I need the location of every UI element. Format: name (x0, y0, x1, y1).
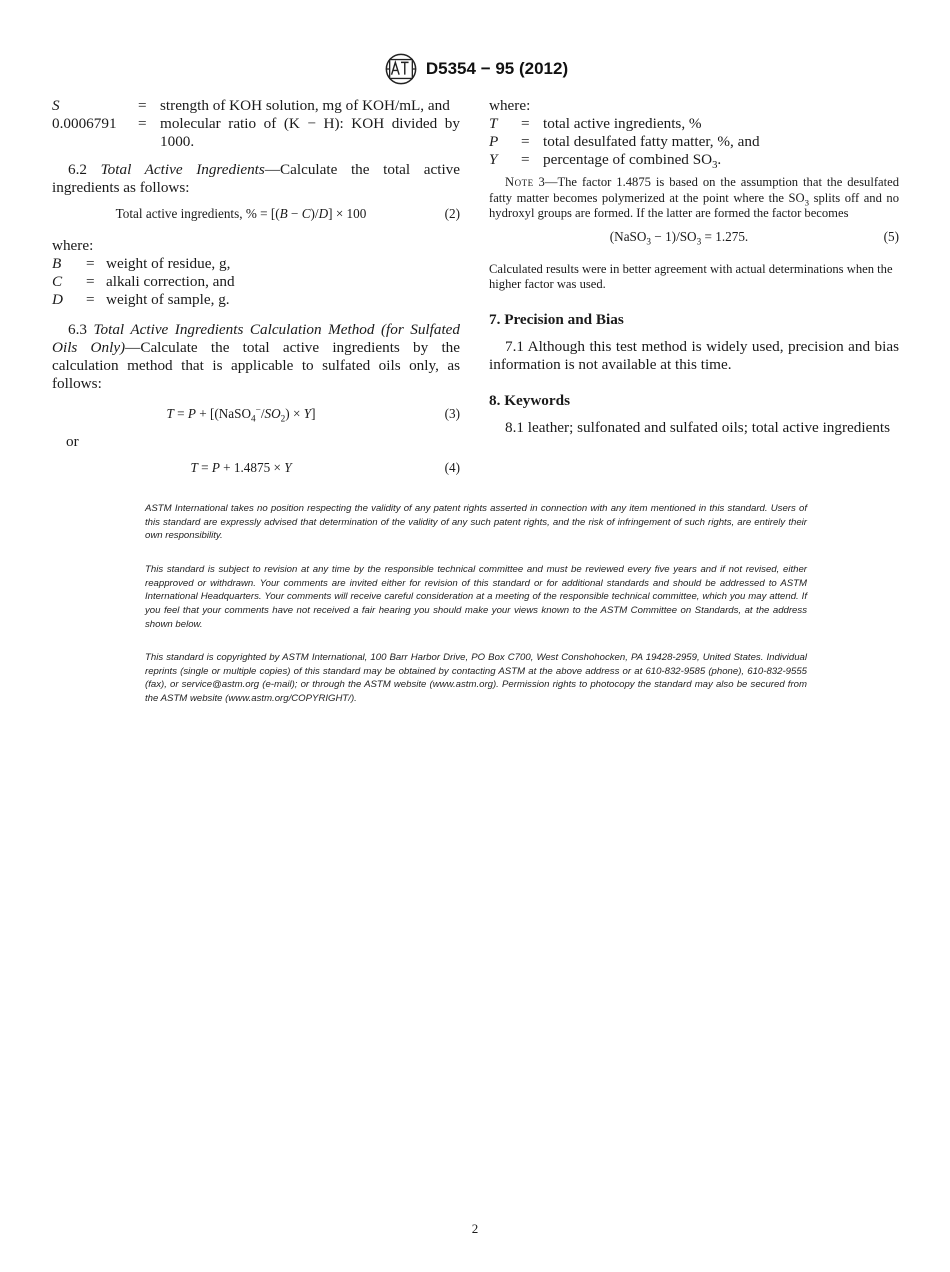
standard-designation: D5354 − 95 (2012) (425, 59, 569, 78)
section-title: Total Active Ingredients (100, 161, 265, 178)
equation-4 (52, 459, 460, 477)
calculation-note: Calculated results were in better agreement with actual determinations when the higher factor was used. (489, 261, 893, 291)
definition-list-mid (52, 255, 460, 309)
left-column (52, 97, 460, 477)
def-text: molecular ratio of (K − H): KOH divided by 1000. (160, 115, 460, 150)
patent-notice: ASTM International takes no position respecting the validity of any patent rights asserted in connection with any item mentioned in this standard. Users of this standard are expressly advised that determination of the validity of any such patent rights, and the risk of infringement of such rights, are entirely their own responsibility. (145, 503, 807, 542)
def-text: total active ingredients, % (543, 115, 702, 132)
definition-list-right (489, 115, 899, 172)
def-symbol: Y (489, 151, 498, 168)
section-7-heading: 7. Precision and Bias (489, 310, 624, 328)
right-column (489, 97, 899, 437)
def-equals: = (521, 115, 530, 132)
section-title: Total Active Ingredients Calculation Method (for Sulfated Oils Only) (52, 321, 460, 356)
equation-number: (4) (444, 460, 460, 475)
note-3: Note 3—The factor 1.4875 is based on the assumption that the desulfated fatty matter becomes polymerized at the point where the $SO_3$ splits off and no hydroxyl groups are formed. If the latter are formed the factor becomes (489, 175, 899, 220)
def-symbol: 0.0006791 (52, 115, 117, 132)
equation-expression: Total active ingredients, % = [(B − C)/D] × 100 (115, 206, 367, 221)
section-text: —Calculate the total active ingredients by the calculation method that is applicable to sulfated oils only, as follows: (52, 339, 460, 392)
revision-notice: This standard is subject to revision at any time by the responsible technical committee and must be reviewed every five years and if not revised, either reapproved or withdrawn. Your comments are invited either for revision of this standard or for additional standards and should be addressed to ASTM International Headquarters. Your comments will receive careful consideration at a meeting of the responsible technical committee, which you may attend. If you feel that your comments have not received a fair hearing you should make your views known to the ASTM Committee on Standards, at the address shown below. (145, 564, 807, 630)
where-label: where: (52, 237, 94, 254)
def-symbol: C (52, 273, 63, 290)
section-text: —Calculate the total active ingredients as follows: (52, 161, 461, 196)
def-text: total desulfated fatty matter, %, and (543, 133, 760, 150)
definition-list-top (52, 97, 460, 151)
equation-number: (2) (444, 206, 460, 221)
equation-5 (489, 228, 899, 246)
def-equals: = (86, 291, 95, 308)
astm-logo-icon (382, 52, 420, 86)
def-text: weight of residue, g, (106, 255, 231, 272)
page-number: 2 (471, 1221, 479, 1236)
def-symbol: T (489, 115, 498, 132)
or-label: or (66, 433, 79, 450)
def-symbol: S (52, 97, 60, 114)
section-7-1: 7.1 Although this test method is widely used, precision and bias information is not available at this time. (489, 337, 899, 373)
def-equals: = (86, 273, 95, 290)
equation-2 (52, 205, 460, 223)
section-6-2 (52, 161, 460, 197)
copyright-notice: This standard is copyrighted by ASTM International, 100 Barr Harbor Drive, PO Box C700, West Conshohocken, PA 19428-2959, United States. Individual reprints (single or multiple copies) of this standard may be obtained by contacting ASTM at the above address or at 610-832-9585 (phone), 610-832-9555 (fax), or service@astm.org (e-mail); or through the ASTM website (www.astm.org). Permission rights to photocopy the standard may also be secured from the ASTM website (www.astm.org/COPYRIGHT/). (145, 652, 807, 705)
equation-expression: $T = P + [(NaSO_4^-/SO_2) \times Y]$ (166, 404, 316, 424)
section-8-heading: 8. Keywords (489, 391, 570, 409)
def-symbol: P (489, 133, 499, 150)
def-equals: = (521, 151, 530, 168)
def-equals: = (86, 255, 95, 272)
def-text: alkali correction, and (106, 273, 235, 290)
equation-expression: T = P + 1.4875 × Y (190, 460, 292, 475)
section-8-1: 8.1 leather; sulfonated and sulfated oils; total active ingredients (505, 418, 891, 436)
page-header (0, 52, 950, 91)
def-symbol: D (52, 291, 63, 308)
equation-3 (52, 405, 460, 423)
def-text: percentage of combined $SO_3$. (543, 151, 722, 172)
section-6-3 (52, 321, 460, 393)
def-equals: = (138, 115, 147, 132)
where-label: where: (489, 97, 531, 114)
equation-number: (5) (883, 228, 899, 244)
def-text: strength of KOH solution, mg of KOH/mL, and (160, 97, 450, 114)
def-symbol: B (52, 255, 62, 272)
def-equals: = (138, 97, 147, 114)
equation-number: (3) (444, 406, 460, 421)
section-number: 6.2 (68, 161, 87, 178)
def-text: weight of sample, g. (106, 291, 230, 308)
section-number: 6.3 (68, 321, 87, 338)
equation-expression: (NaSO$_3$ − $1)/SO_3 = 1.275$. (609, 228, 749, 247)
def-equals: = (521, 133, 530, 150)
